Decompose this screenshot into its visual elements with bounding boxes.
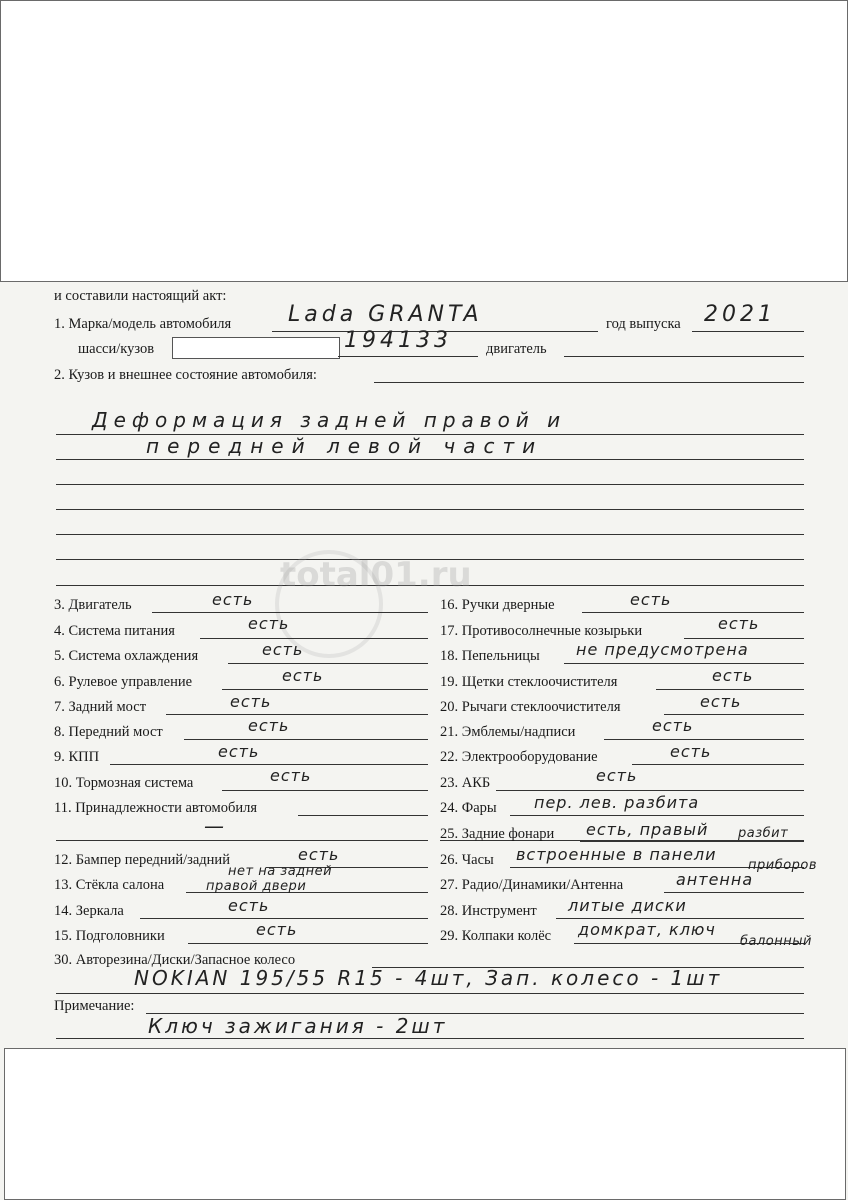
item-13-value-line-2: правой двери [206, 879, 307, 894]
item-23-underline [496, 790, 804, 791]
item-18-value: не предусмотрена [576, 640, 749, 659]
chassis-label: шасси/кузов [78, 341, 155, 357]
item-26-value-line-1: встроенные в панели [516, 845, 717, 864]
item-9-label: 9. КПП [54, 749, 100, 765]
item-29-value-line-2: балонный [740, 934, 812, 949]
notes-label: Примечание: [54, 998, 135, 1014]
chassis-redacted-box [172, 337, 340, 359]
item-14-value: есть [228, 896, 270, 915]
item-3-label: 3. Двигатель [54, 597, 132, 613]
redacted-bottom-area [4, 1048, 846, 1200]
item-10-underline [222, 790, 428, 791]
item-25-value-line-2: разбит [738, 826, 789, 841]
item-27-label: 27. Радио/Динамики/Антенна [440, 877, 624, 893]
notes-underline-2 [56, 1038, 804, 1039]
item-6-underline [222, 689, 428, 690]
chassis-underline [338, 356, 478, 357]
item-29-value-line-1: домкрат, ключ [578, 920, 716, 939]
item-14-label: 14. Зеркала [54, 903, 124, 919]
item-17-label: 17. Противосолнечные козырьки [440, 623, 643, 639]
year-label: год выпуска [606, 316, 681, 332]
item-8-underline [184, 739, 428, 740]
item-13-label: 13. Стёкла салона [54, 877, 165, 893]
item-24-label: 24. Фары [440, 800, 497, 816]
item-28-underline [556, 918, 804, 919]
item-5-value: есть [262, 640, 304, 659]
watermark-text: total01.ru [280, 555, 472, 595]
item-20-label: 20. Рычаги стеклоочистителя [440, 699, 621, 715]
item-30-underline-2 [56, 993, 804, 994]
item-2-underline [374, 382, 804, 383]
engine-label: двигатель [486, 341, 547, 357]
item-26-value-line-2: приборов [748, 858, 818, 873]
item-3-underline [152, 612, 428, 613]
item-20-value: есть [700, 692, 742, 711]
item-25-value-line-1: есть, правый [586, 820, 709, 839]
item-16-value: есть [630, 590, 672, 609]
year-value: 2021 [704, 302, 776, 327]
item-12-label: 12. Бампер передний/задний [54, 852, 230, 868]
item-11-underline-2 [56, 840, 428, 841]
body-condition-line-1: Деформация задней правой и [92, 408, 567, 432]
item-18-label: 18. Пепельницы [440, 648, 540, 664]
item-20-underline [664, 714, 804, 715]
item-25-label: 25. Задние фонари [440, 826, 555, 842]
body-line-5 [56, 534, 804, 535]
item-28-label: 28. Инструмент [440, 903, 537, 919]
item-9-value: есть [218, 742, 260, 761]
item-22-label: 22. Электрооборудование [440, 749, 598, 765]
item-12-value: есть [298, 845, 340, 864]
item-21-underline [604, 739, 804, 740]
engine-underline [564, 356, 804, 357]
body-line-3 [56, 484, 804, 485]
item-1-label: 1. Марка/модель автомобиля [54, 316, 232, 332]
year-underline [692, 331, 804, 332]
item-22-value: есть [670, 742, 712, 761]
item-4-value: есть [248, 614, 290, 633]
item-1-value: Lada GRANTA [288, 302, 483, 327]
item-14-underline [140, 918, 428, 919]
item-4-underline [200, 638, 428, 639]
item-3-value: есть [212, 590, 254, 609]
item-19-label: 19. Щетки стеклоочистителя [440, 674, 618, 690]
item-27-value: антенна [676, 870, 754, 889]
item-25-underline [580, 841, 804, 842]
item-23-label: 23. АКБ [440, 775, 491, 791]
item-26-label: 26. Часы [440, 852, 494, 868]
item-15-label: 15. Подголовники [54, 928, 165, 944]
item-7-value: есть [230, 692, 272, 711]
item-5-underline [228, 663, 428, 664]
item-8-value: есть [248, 716, 290, 735]
body-line-2 [56, 459, 804, 460]
item-6-label: 6. Рулевое управление [54, 674, 193, 690]
item-29-label: 29. Колпаки колёс [440, 928, 552, 944]
item-17-underline [684, 638, 804, 639]
body-line-4 [56, 509, 804, 510]
chassis-value: 194133 [344, 328, 452, 353]
item-6-value: есть [282, 666, 324, 685]
item-21-value: есть [652, 716, 694, 735]
item-4-label: 4. Система питания [54, 623, 175, 639]
item-18-underline [564, 663, 804, 664]
item-13-value-line-1: нет на задней [228, 864, 333, 879]
item-16-underline [582, 612, 804, 613]
item-11-underline [298, 815, 428, 816]
body-condition-line-2: передней левой части [146, 434, 544, 458]
item-19-value: есть [712, 666, 754, 685]
item-5-label: 5. Система охлаждения [54, 648, 199, 664]
item-23-value: есть [596, 766, 638, 785]
item-10-value: есть [270, 766, 312, 785]
item-17-value: есть [718, 614, 760, 633]
redacted-top-area [0, 0, 848, 282]
item-8-label: 8. Передний мост [54, 724, 163, 740]
item-10-label: 10. Тормозная система [54, 775, 194, 791]
item-30-value: NOKIAN 195/55 R15 - 4шт, Зап. колесо - 1шт [134, 966, 723, 990]
item-15-underline [188, 943, 428, 944]
item-30-label: 30. Авторезина/Диски/Запасное колесо [54, 952, 296, 968]
item-9-underline [110, 764, 428, 765]
item-27-underline [664, 892, 804, 893]
item-21-label: 21. Эмблемы/надписи [440, 724, 576, 740]
item-7-underline [166, 714, 428, 715]
item-22-underline [632, 764, 804, 765]
item-19-underline [656, 689, 804, 690]
item-24-value: пер. лев. разбита [534, 793, 700, 812]
item-16-label: 16. Ручки дверные [440, 597, 555, 613]
item-28-value: литые диски [568, 896, 687, 915]
item-7-label: 7. Задний мост [54, 699, 147, 715]
item-15-value: есть [256, 920, 298, 939]
item-24-underline [510, 815, 804, 816]
item-11-value: — [204, 814, 226, 838]
item-11-label: 11. Принадлежности автомобиля [54, 800, 257, 816]
item-2-label: 2. Кузов и внешнее состояние автомобиля: [54, 367, 317, 383]
notes-value: Ключ зажигания - 2шт [148, 1014, 448, 1038]
intro-text: и составили настоящий акт: [54, 288, 227, 304]
